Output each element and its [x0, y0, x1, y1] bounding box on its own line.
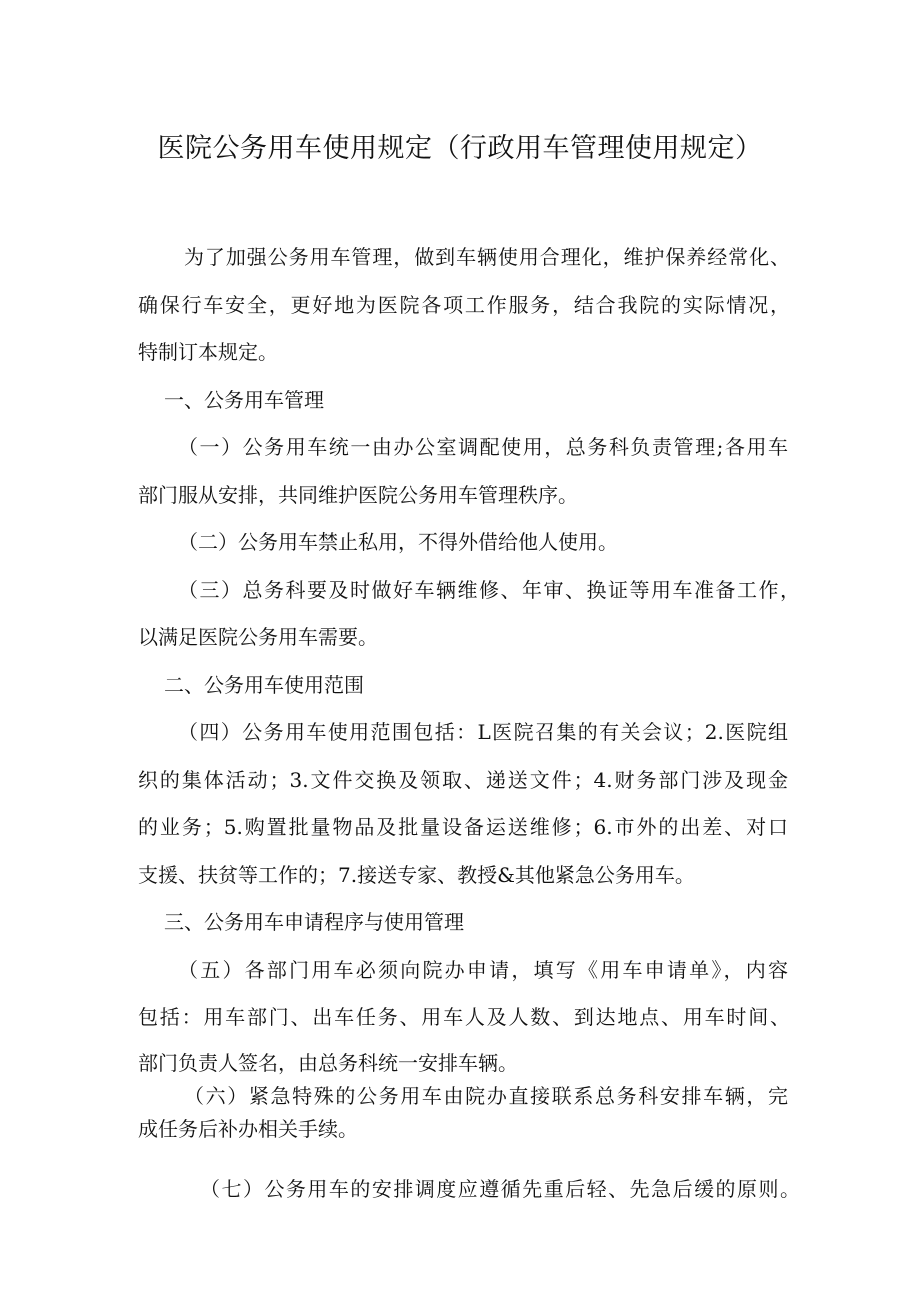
paragraph-line: 部门服从安排，共同维护医院公务用车管理秩序。	[138, 483, 578, 507]
paragraph-line: （一）公务用车统一由办公室调配使用，总务科负责管理;各用车	[178, 435, 788, 459]
paragraph-line: 为了加强公务用车管理，做到车辆使用合理化，维护保养经常化、	[184, 245, 790, 269]
paragraph-line: 部门负责人签名，由总务科统一安排车辆。	[138, 1051, 518, 1075]
paragraph-line: （二）公务用车禁止私用，不得外借给他人使用。	[178, 530, 618, 554]
paragraph-line: 支援、扶贫等工作的；7.接送专家、教授&其他紧急公务用车。	[138, 863, 695, 887]
paragraph-line: 织的集体活动；3.文件交换及领取、递送文件；4.财务部门涉及现金	[138, 768, 788, 792]
paragraph-line: 以满足医院公务用车需要。	[138, 625, 378, 649]
section-heading: 一、公务用车管理	[164, 388, 324, 412]
paragraph-line: 特制订本规定。	[138, 340, 278, 364]
paragraph-line: 的业务；5.购置批量物品及批量设备运送维修；6.市外的出差、对口	[138, 815, 788, 839]
paragraph-line: （三）总务科要及时做好车辆维修、年审、换证等用车准备工作，	[178, 578, 800, 602]
paragraph-line: 确保行车安全，更好地为医院各项工作服务，结合我院的实际情况，	[138, 293, 790, 317]
paragraph-line: 成任务后补办相关手续。	[138, 1117, 358, 1141]
section-heading: 三、公务用车申请程序与使用管理	[164, 910, 464, 934]
section-heading: 二、公务用车使用范围	[164, 673, 364, 697]
paragraph-line: （六）紧急特殊的公务用车由院办直接联系总务科安排车辆，完	[184, 1084, 788, 1108]
document-title: 医院公务用车使用规定（行政用车管理使用规定）	[157, 133, 763, 164]
paragraph-line: 包括：用车部门、出车任务、用车人及人数、到达地点、用车时间、	[138, 1005, 790, 1029]
paragraph-line: （四）公务用车使用范围包括：L医院召集的有关会议；2.医院组	[178, 720, 788, 744]
paragraph-line: （七）公务用车的安排调度应遵循先重后轻、先急后缓的原则。	[200, 1177, 800, 1201]
paragraph-line: （五）各部门用车必须向院办申请，填写《用车申请单》，内容	[178, 958, 788, 982]
